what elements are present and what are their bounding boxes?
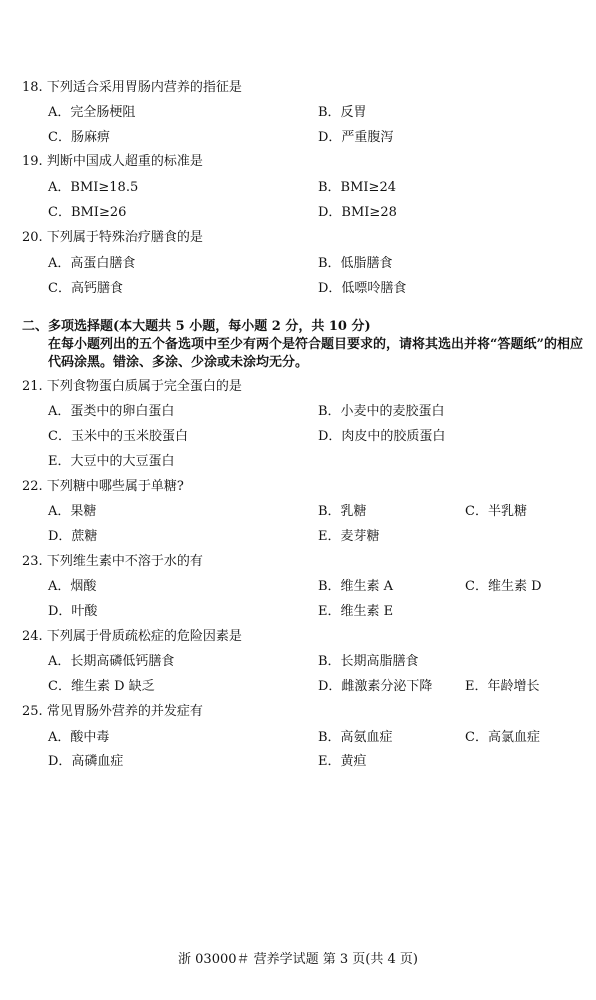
question-25 bbox=[22, 703, 203, 721]
section-instruction: 在每小题列出的五个备选项中至少有两个是符合题目要求的，请将其选出并将“答题纸”的相应代码涂黑。错涂、多涂、少涂或未涂均无分。 bbox=[48, 337, 583, 370]
question-text: 下列维生素中不溶于水的有 bbox=[46, 554, 203, 569]
question-text: 下列属于特殊治疗膳食的是 bbox=[46, 230, 203, 245]
option: B．小麦中的麦胶蛋白 bbox=[318, 404, 445, 419]
option: C．BMI≥26 bbox=[48, 205, 127, 220]
question-24 bbox=[22, 628, 242, 646]
question-number: 23. bbox=[22, 554, 43, 569]
section-title: 二、多项选择题(本大题共 5 小题，每小题 2 分，共 10 分) bbox=[22, 319, 371, 334]
question-text: 下列糖中哪些属于单糖? bbox=[46, 479, 184, 494]
option: B．维生素 A bbox=[318, 579, 394, 594]
option: E．黄疸 bbox=[318, 754, 367, 769]
option: B．低脂膳食 bbox=[318, 256, 393, 271]
option: C．玉米中的玉米胶蛋白 bbox=[48, 429, 188, 444]
option: A．蛋类中的卵白蛋白 bbox=[48, 404, 175, 419]
option: B．反胃 bbox=[318, 105, 367, 120]
option: E．麦芽糖 bbox=[318, 529, 380, 544]
option: A．BMI≥18.5 bbox=[48, 180, 139, 195]
option: C．维生素 D bbox=[465, 579, 542, 594]
question-number: 24. bbox=[22, 629, 43, 644]
question-text: 下列食物蛋白质属于完全蛋白的是 bbox=[46, 379, 242, 394]
option: D．叶酸 bbox=[48, 604, 98, 619]
option: B．乳糖 bbox=[318, 504, 367, 519]
question-text: 下列适合采用胃肠内营养的指征是 bbox=[46, 80, 242, 95]
question-20 bbox=[22, 229, 203, 247]
option: D．肉皮中的胶质蛋白 bbox=[318, 429, 446, 444]
question-19 bbox=[22, 153, 203, 171]
option: E．大豆中的大豆蛋白 bbox=[48, 454, 175, 469]
option: D．严重腹泻 bbox=[318, 130, 394, 145]
option: B．BMI≥24 bbox=[318, 180, 396, 195]
option: D．低嘌呤膳食 bbox=[318, 281, 407, 296]
option: C．维生素 D 缺乏 bbox=[48, 679, 155, 694]
option: C．半乳糖 bbox=[465, 504, 527, 519]
question-number: 19. bbox=[22, 154, 43, 169]
question-number: 20. bbox=[22, 230, 43, 245]
option: C．高氯血症 bbox=[465, 730, 540, 745]
page-footer: 浙 03000＃ 营养学试题 第 3 页(共 4 页) bbox=[178, 952, 418, 967]
question-text: 判断中国成人超重的标准是 bbox=[46, 154, 203, 169]
option: B．高氨血症 bbox=[318, 730, 393, 745]
option: D．雌激素分泌下降 bbox=[318, 679, 433, 694]
question-18 bbox=[22, 79, 242, 97]
option: A．完全肠梗阻 bbox=[48, 105, 136, 120]
option: B．长期高脂膳食 bbox=[318, 654, 419, 669]
option: A．果糖 bbox=[48, 504, 97, 519]
question-text: 常见胃肠外营养的并发症有 bbox=[46, 704, 203, 719]
option: A．酸中毒 bbox=[48, 730, 110, 745]
option: C．高钙膳食 bbox=[48, 281, 123, 296]
option: E．年龄增长 bbox=[465, 679, 540, 694]
question-21 bbox=[22, 378, 242, 396]
question-number: 25. bbox=[22, 704, 43, 719]
option: E．维生素 E bbox=[318, 604, 394, 619]
question-text: 下列属于骨质疏松症的危险因素是 bbox=[46, 629, 242, 644]
option: C．肠麻痹 bbox=[48, 130, 110, 145]
option: D．蔗糖 bbox=[48, 529, 98, 544]
option: A．长期高磷低钙膳食 bbox=[48, 654, 175, 669]
option: A．高蛋白膳食 bbox=[48, 256, 136, 271]
option: D．高磷血症 bbox=[48, 754, 124, 769]
option: D．BMI≥28 bbox=[318, 205, 397, 220]
option: A．烟酸 bbox=[48, 579, 97, 594]
question-23 bbox=[22, 553, 203, 571]
question-22 bbox=[22, 478, 184, 496]
question-number: 21. bbox=[22, 379, 43, 394]
question-number: 22. bbox=[22, 479, 43, 494]
question-number: 18. bbox=[22, 80, 43, 95]
